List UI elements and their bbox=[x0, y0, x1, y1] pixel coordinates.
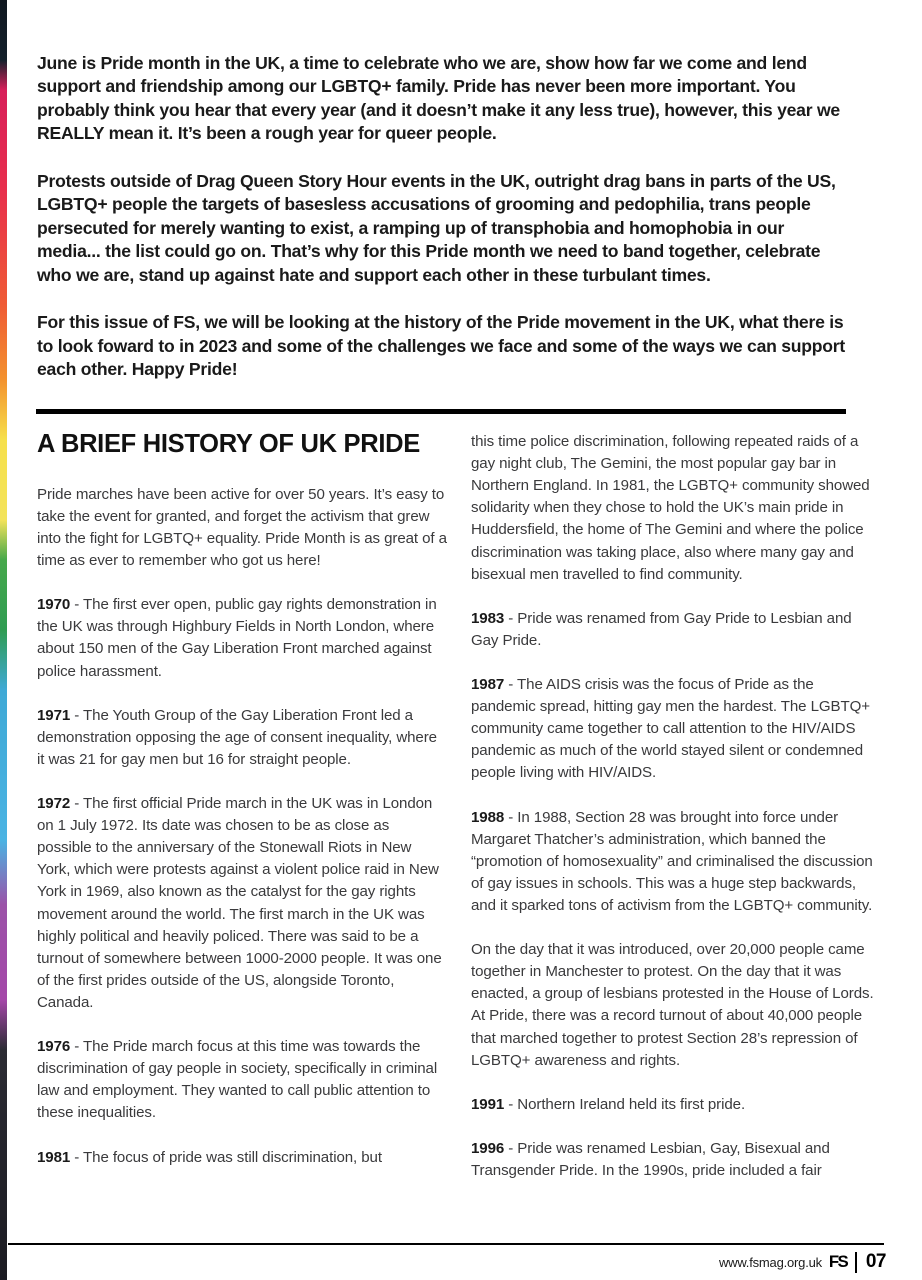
intro-paragraph-2: Protests outside of Drag Queen Story Hour events in the UK, outright drag bans in parts of the US, LGBTQ+ people the targets of basesless accusations of grooming and pedophilia, trans people persecuted for merely wanting to exist, a ramping up of transphobia and homophobia in our media... the list could go on. That’s why for this Pride month we need to band together, celebrate who we are, stand up against hate and support each other in these turbulant times. bbox=[37, 170, 836, 285]
section-divider-rule bbox=[36, 409, 846, 414]
paragraph-text: On the day that it was introduced, over 20,000 people came together in Manchester to protest. On the day that it was enacted, a group of lesbians protested in the House of Lords. At Pride, there was a record turnout of about 40,000 people that marched together to protest Section 28’s repression of LGBTQ+ awareness and rights. bbox=[471, 941, 874, 1069]
website-url[interactable]: www.fsmag.org.uk bbox=[718, 1254, 822, 1270]
timeline-year-label: 1991 bbox=[471, 1095, 505, 1113]
timeline-year-label: 1987 bbox=[471, 675, 505, 693]
page-title: A BRIEF HISTORY OF UK PRIDE bbox=[37, 430, 420, 458]
paragraph-intro-left bbox=[37, 484, 447, 572]
timeline-year-label: 1976 bbox=[37, 1038, 71, 1056]
timeline-entry-1983 bbox=[471, 608, 881, 652]
timeline-entry-text: - Pride was renamed from Gay Pride to Lesbian and Gay Pride. bbox=[471, 609, 852, 649]
timeline-entry-text: - The Pride march focus at this time was towards the discrimination of gay people in society, specifically in criminal law and employment. They wanted to call public attention to these inequalities. bbox=[37, 1038, 438, 1122]
timeline-year-label: 1970 bbox=[37, 596, 71, 614]
timeline-entry-1988 bbox=[471, 807, 881, 918]
timeline-entry-1972 bbox=[37, 793, 447, 1014]
timeline-year-label: 1971 bbox=[37, 706, 71, 724]
paragraph-section28-protests bbox=[471, 939, 881, 1072]
timeline-entry-text: - The Youth Group of the Gay Liberation Front led a demonstration opposing the age of consent inequality, where it was 21 for gay men but 16 for straight people. bbox=[37, 706, 437, 768]
page-number: 07 bbox=[865, 1251, 886, 1272]
timeline-entry-text: - In 1988, Section 28 was brought into force under Margaret Thatcher’s administration, which banned the “promotion of homosexuality” and criminalised the discussion of gay issues in schools. This was a huge step backwards, and it sparked tons of activism from the LGBTQ+ community. bbox=[471, 808, 873, 914]
timeline-entry-1991 bbox=[471, 1094, 881, 1116]
timeline-year-label: 1988 bbox=[471, 808, 505, 826]
timeline-entry-text: - Northern Ireland held its first pride. bbox=[504, 1095, 746, 1113]
timeline-entry-text: - The first ever open, public gay rights demonstration in the UK was through Highbury Fields in North London, where about 150 men of the Gay Liberation Front marched against police harassment. bbox=[37, 596, 437, 680]
intro-paragraph-1: June is Pride month in the UK, a time to celebrate who we are, show how far we come and lend support and friendship among our LGBTQ+ family. Pride has never been more important. You probably think you hear that every year (and it doesn’t make it any less true), however, this year we REALLY mean it. It’s been a rough year for queer people. bbox=[37, 53, 840, 144]
intro-paragraph-3: For this issue of FS, we will be looking at the history of the Pride movement in the UK, what there is to look foward to in 2023 and some of the challenges we face and some of the ways we can support each other. Happy Pride! bbox=[37, 312, 845, 380]
paragraph-continuation-1981 bbox=[471, 431, 881, 586]
page-footer bbox=[719, 1249, 886, 1275]
timeline-entry-1987 bbox=[471, 674, 881, 785]
timeline-entry-1970 bbox=[37, 594, 447, 682]
fs-logo: FS bbox=[828, 1252, 848, 1271]
article-column-left bbox=[37, 431, 447, 1169]
footer-separator bbox=[855, 1252, 857, 1273]
timeline-entry-text: - The focus of pride was still discrimination, but bbox=[70, 1148, 382, 1166]
paragraph-text: Pride marches have been active for over 50 years. It’s easy to take the event for granted, and forget the activism that grew into the fight for LGBTQ+ equality. Pride Month is as great of a time as ever to remember who got us here! bbox=[37, 485, 447, 570]
timeline-year-label: 1981 bbox=[37, 1148, 71, 1166]
timeline-year-label: 1983 bbox=[471, 609, 505, 627]
timeline-year-label: 1996 bbox=[471, 1139, 505, 1157]
timeline-year-label: 1972 bbox=[37, 794, 71, 812]
article-body bbox=[37, 431, 882, 1226]
timeline-entry-1981 bbox=[37, 1147, 447, 1169]
footer-divider-rule bbox=[8, 1243, 884, 1245]
paragraph-text: this time police discrimination, following repeated raids of a gay night club, The Gemini, the most popular gay bar in Northern England. In 1981, the LGBTQ+ community showed solidarity when they chose to hold the UK’s main pride in Huddersfield, the home of The Gemini and where the police discrimination was taking place, also where many gay and bisexual men travelled to find community. bbox=[471, 433, 870, 583]
timeline-entry-1971 bbox=[37, 705, 447, 771]
intro-editorial-block bbox=[37, 52, 849, 382]
timeline-entry-text: - Pride was renamed Lesbian, Gay, Bisexual and Transgender Pride. In the 1990s, pride included a fair bbox=[471, 1139, 830, 1179]
timeline-entry-text: - The AIDS crisis was the focus of Pride as the pandemic spread, hitting gay men the hardest. The LGBTQ+ community came together to call attention to the HIV/AIDS pandemic as much of the world stayed silent or condemned people living with HIV/AIDS. bbox=[471, 675, 870, 782]
timeline-entry-text: - The first official Pride march in the UK was in London on 1 July 1972. Its date was chosen to be as close as possible to the anniversary of the Stonewall Riots in New York, which were protests against a violent police raid in New York in 1969, also known as the catalyst for the gay rights movement around the world. The first march in the UK was highly political and heavily policed. There was said to be a turnout of somewhere between 1000-2000 people. It was one of the first prides outside of the US, alongside Toronto, Canada. bbox=[37, 794, 442, 1011]
timeline-entry-1976 bbox=[37, 1036, 447, 1124]
article-column-right bbox=[471, 431, 881, 1182]
timeline-entry-1996 bbox=[471, 1138, 881, 1182]
